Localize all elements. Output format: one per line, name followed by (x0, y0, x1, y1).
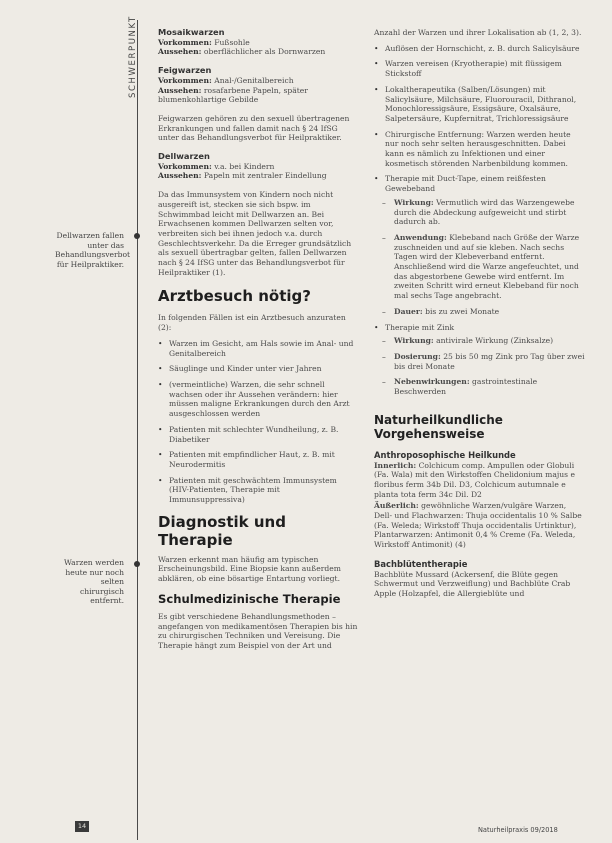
diagnostik-paragraph: Warzen erkennt man häufig am typischen Erscheinungsbild. Eine Biopsie kann außerdem abklären, ob eine bösartige Entartung vorliegt. (158, 554, 341, 584)
list-item: – Wirkung: antivirale Wirkung (Zinksalze) (374, 336, 586, 346)
heading-bachblueten: Bachblütentherapie (374, 558, 468, 569)
list-item: • Säuglinge und Kinder unter vier Jahren (158, 364, 358, 374)
footer-publication: Naturheilpraxis 09/2018 (478, 826, 558, 834)
list-item: • Auflösen der Hornschicht, z. B. durch Salicylsäure (374, 44, 586, 54)
arztbesuch-intro: In folgenden Fällen ist ein Arztbesuch anzuraten (2): (158, 313, 346, 333)
list-item: • Patienten mit schlechter Wundheilung, z. B. Diabetiker (158, 425, 358, 444)
wart-type-title: Dellwarzen (158, 151, 210, 162)
list-item: – Dosierung: 25 bis 50 mg Zink pro Tag über zwei bis drei Monate (374, 352, 586, 371)
anthro-aeusserlich: Äußerlich: gewöhnliche Warzen/vulgäre Warzen, Dell- und Flachwarzen: Thuja occidentalis 10 % Salbe (Fa. Weleda; Wirkstoff Thuja occidentalis Urtinktur), Plantarwarzen: Antimonit 0,4 % Creme (Fa. Weleda, Wirkstoff Antimonit) (4) (374, 501, 582, 550)
list-item: – Anwendung: Klebeband nach Größe der Warze zuschneiden und auf sie kleben. Nach sechs Tagen wird der Klebeverband entfernt. Anschließend wird die Warze angefeuchtet, und das abgestorbene Gewebe wird entfernt. Im zweiten Schritt wird erneut Klebeband für noch mal sechs Tage angebracht. (374, 233, 586, 301)
list-item: • Patienten mit empfindlicher Haut, z. B. mit Neurodermitis (158, 450, 358, 469)
list-item: • Therapie mit Duct-Tape, einem reißfesten Gewebeband (374, 174, 586, 193)
section-tag: SCHWERPUNKT (128, 15, 138, 98)
column-divider-line (137, 20, 138, 840)
wart-type-feig: Feigwarzen Vorkommen: Anal-/Genitalbereich Aussehen: rosafarbene Papeln, später blumenkohlartige Gebilde (158, 66, 358, 105)
wart-type-dell: Dellwarzen Vorkommen: v.a. bei Kindern Aussehen: Papeln mit zentraler Eindellung (158, 152, 358, 181)
heading-schulmedizin: Schulmedizinische Therapie (158, 591, 341, 606)
list-item: • Lokaltherapeutika (Salben/Lösungen) mit Salicylsäure, Milchsäure, Fluorouracil, Dithranol, Monochloressigsäure, Essigsäure, Oxalsäure, Salpetersäure, Kupfernitrat, Trichloressigsäure (374, 85, 586, 124)
schulmedizin-paragraph: Es gibt verschiedene Behandlungsmethoden – angefangen von medikamentösen Therapien bis hin zu chirurgischen Techniken und Vereisung. Die Therapie hängt zum Beispiel von der Art und (158, 611, 358, 650)
arztbesuch-list (158, 339, 358, 505)
list-item: – Nebenwirkungen: gastrointestinale Beschwerden (374, 377, 586, 396)
margin-note-chirurgie: Warzen werden heute nur noch selten chirurgisch entfernt. (64, 558, 124, 606)
list-item: • Warzen im Gesicht, am Hals sowie im Anal- und Genitalbereich (158, 339, 358, 358)
list-item: • Therapie mit Zink (374, 323, 586, 333)
list-item: • (vermeintliche) Warzen, die sehr schnell wachsen oder ihr Aussehen verändern: hier müssen maligne Erkrankungen durch den Arzt ausgeschlossen werden (158, 380, 358, 419)
margin-note-dellwarzen: Dellwarzen fallen unter das Behandlungsverbot für Heilpraktiker. (55, 231, 131, 269)
list-item: – Wirkung: Vermutlich wird das Warzengewebe durch die Abdeckung aufgeweicht und stirbt dadurch ab. (374, 198, 586, 227)
wart-type-title: Mosaikwarzen (158, 27, 225, 37)
anthro-innerlich: Innerlich: Colchicum comp. Ampullen oder Globuli (Fa. Wala) mit den Wirkstoffen Chelidonium majus e floribus ferm 34b Dil. D3, Colchicum autumnale e planta tota ferm 34c Dil. D2 (374, 460, 575, 499)
page-number: 14 (75, 821, 89, 832)
feigwarzen-paragraph: Feigwarzen gehören zu den sexuell übertragenen Erkrankungen und fallen damit nach § 24 IfSG unter das Behandlungsverbot für Heilpraktiker. (158, 113, 350, 143)
wart-type-mosaik: Mosaikwarzen Vorkommen: Fußsohle Aussehen: oberflächlicher als Dornwarzen (158, 28, 358, 57)
therapy-intro: Anzahl der Warzen und ihrer Lokalisation ab (1, 2, 3). (374, 28, 582, 37)
zink-sublist (374, 336, 586, 397)
therapy-list (374, 44, 586, 194)
list-item: • Patienten mit geschwächtem Immunsystem (HIV-Patienten, Therapie mit Immunsuppressiva) (158, 476, 358, 505)
heading-arztbesuch: Arztbesuch nötig? (158, 287, 311, 306)
list-item: • Chirurgische Entfernung: Warzen werden heute nur noch sehr selten herausgeschnitten. Dabei kann es nämlich zu Infektionen und einer kosmetisch störenden Narbenbildung kommen. (374, 130, 586, 169)
heading-diagnostik: Diagnostik und Therapie (158, 512, 286, 549)
bachblueten-paragraph: Bachblüte Mussard (Ackersenf, die Blüte gegen Schwermut und Verzweiflung) und Bachblüte Crab Apple (Holzapfel, die Allergieblüte und (374, 569, 571, 598)
heading-anthroposophie: Anthroposophische Heilkunde (374, 449, 516, 460)
margin-note-marker (134, 233, 140, 239)
list-item: – Dauer: bis zu zwei Monate (374, 307, 586, 317)
heading-naturheilkunde: Naturheilkundliche Vorgehensweise (374, 412, 503, 441)
wart-type-title: Feigwarzen (158, 65, 212, 76)
margin-note-marker (134, 561, 140, 567)
dellwarzen-paragraph: Da das Immunsystem von Kindern noch nicht ausgereift ist, stecken sie sich bspw. im Schwimmbad leicht mit Dellwarzen an. Bei Erwachsenen kommen Dellwarzen selten vor, verbreiten sich bei ihnen jedoch v.a. durch Geschlechtsverkehr. Da die Erreger grundsätzlich als sexuell übertragbar gelten, fallen Dellwarzen nach § 24 IfSG unter das Behandlungsverbot für Heilpraktiker (1). (158, 190, 352, 277)
list-item: • Warzen vereisen (Kryotherapie) mit flüssigem Stickstoff (374, 59, 586, 78)
duct-tape-sublist (374, 198, 586, 317)
left-column (158, 28, 358, 657)
right-column (374, 28, 586, 605)
